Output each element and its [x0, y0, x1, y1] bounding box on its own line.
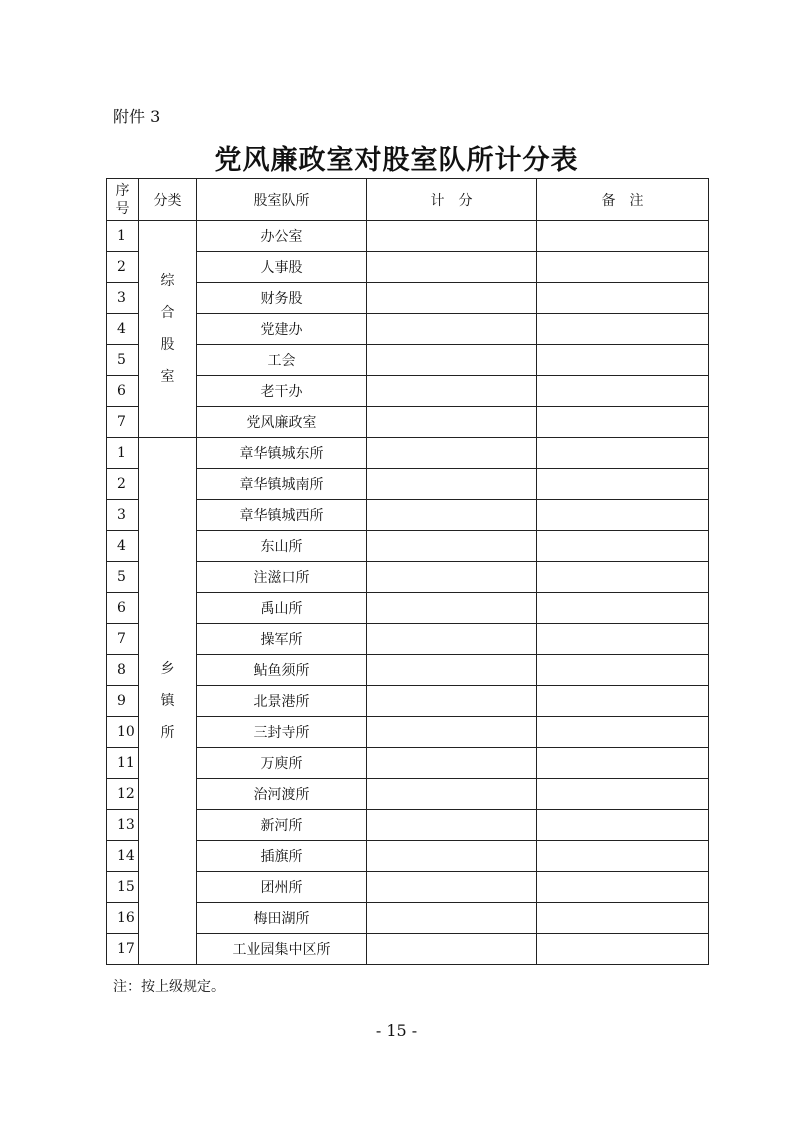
remark-cell[interactable]: [537, 655, 709, 686]
unit-cell: 新河所: [197, 810, 367, 841]
unit-cell: 党风廉政室: [197, 407, 367, 438]
remark-cell[interactable]: [537, 934, 709, 965]
category-char: 综: [160, 273, 175, 289]
score-cell[interactable]: [367, 748, 537, 779]
remark-cell[interactable]: [537, 810, 709, 841]
page-number: - 15 -: [375, 1021, 418, 1040]
remark-cell[interactable]: [537, 686, 709, 717]
footnote: 注：按上级规定。: [113, 979, 225, 995]
remark-cell[interactable]: [537, 283, 709, 314]
header-unit: 股室队所: [197, 179, 367, 221]
score-cell[interactable]: [367, 934, 537, 965]
score-cell[interactable]: [367, 655, 537, 686]
remark-cell[interactable]: [537, 562, 709, 593]
unit-cell: 老干办: [197, 376, 367, 407]
table-row: [107, 438, 709, 469]
remark-cell[interactable]: [537, 903, 709, 934]
score-cell[interactable]: [367, 779, 537, 810]
table-row: [107, 655, 709, 686]
category-char: 室: [160, 369, 175, 385]
unit-cell: 万庾所: [197, 748, 367, 779]
remark-cell[interactable]: [537, 624, 709, 655]
unit-cell: 治河渡所: [197, 779, 367, 810]
score-cell[interactable]: [367, 686, 537, 717]
remark-cell[interactable]: [537, 779, 709, 810]
seq-cell: 1: [107, 221, 139, 252]
score-cell[interactable]: [367, 221, 537, 252]
seq-cell: 10: [107, 717, 139, 748]
seq-cell: 16: [107, 903, 139, 934]
score-cell[interactable]: [367, 345, 537, 376]
seq-cell: 7: [107, 624, 139, 655]
remark-cell[interactable]: [537, 345, 709, 376]
header-category: 分类: [139, 179, 197, 221]
unit-cell: 人事股: [197, 252, 367, 283]
score-cell[interactable]: [367, 469, 537, 500]
table-row: [107, 779, 709, 810]
unit-cell: 注滋口所: [197, 562, 367, 593]
unit-cell: 插旗所: [197, 841, 367, 872]
table-row: [107, 376, 709, 407]
page-title: 党风廉政室对股室队所计分表: [214, 145, 579, 176]
table-row: [107, 810, 709, 841]
remark-cell[interactable]: [537, 314, 709, 345]
table-row: [107, 593, 709, 624]
score-cell[interactable]: [367, 376, 537, 407]
unit-cell: 梅田湖所: [197, 903, 367, 934]
seq-cell: 4: [107, 314, 139, 345]
header-seq-line2: 号: [115, 200, 130, 217]
remark-cell[interactable]: [537, 872, 709, 903]
score-cell[interactable]: [367, 531, 537, 562]
seq-cell: 17: [107, 934, 139, 965]
score-cell[interactable]: [367, 407, 537, 438]
unit-cell: 办公室: [197, 221, 367, 252]
seq-cell: 14: [107, 841, 139, 872]
category-char: 乡: [160, 661, 175, 677]
score-cell[interactable]: [367, 624, 537, 655]
unit-cell: 北景港所: [197, 686, 367, 717]
score-cell[interactable]: [367, 903, 537, 934]
unit-cell: 章华镇城东所: [197, 438, 367, 469]
score-cell[interactable]: [367, 252, 537, 283]
score-cell[interactable]: [367, 810, 537, 841]
remark-cell[interactable]: [537, 593, 709, 624]
unit-cell: 鲇鱼须所: [197, 655, 367, 686]
category-char: 股: [160, 337, 175, 353]
seq-cell: 2: [107, 469, 139, 500]
unit-cell: 三封寺所: [197, 717, 367, 748]
score-cell[interactable]: [367, 283, 537, 314]
seq-cell: 1: [107, 438, 139, 469]
seq-cell: 3: [107, 283, 139, 314]
category-cell: [139, 221, 197, 438]
category-char: 合: [160, 305, 175, 321]
unit-cell: 章华镇城南所: [197, 469, 367, 500]
seq-cell: 13: [107, 810, 139, 841]
unit-cell: 东山所: [197, 531, 367, 562]
remark-cell[interactable]: [537, 531, 709, 562]
table-row: [107, 562, 709, 593]
header-remark: 备 注: [537, 179, 709, 221]
seq-cell: 5: [107, 562, 139, 593]
score-cell[interactable]: [367, 500, 537, 531]
remark-cell[interactable]: [537, 841, 709, 872]
unit-cell: 工会: [197, 345, 367, 376]
score-cell[interactable]: [367, 872, 537, 903]
score-cell[interactable]: [367, 438, 537, 469]
remark-cell[interactable]: [537, 717, 709, 748]
seq-cell: 12: [107, 779, 139, 810]
table-row: [107, 903, 709, 934]
category-cell: [139, 438, 197, 965]
table-row: [107, 345, 709, 376]
unit-cell: 章华镇城西所: [197, 500, 367, 531]
seq-cell: 2: [107, 252, 139, 283]
score-cell[interactable]: [367, 562, 537, 593]
unit-cell: 工业园集中区所: [197, 934, 367, 965]
unit-cell: 禹山所: [197, 593, 367, 624]
remark-cell[interactable]: [537, 500, 709, 531]
seq-cell: 4: [107, 531, 139, 562]
table-row: [107, 531, 709, 562]
remark-cell[interactable]: [537, 748, 709, 779]
remark-cell[interactable]: [537, 469, 709, 500]
score-cell[interactable]: [367, 314, 537, 345]
remark-cell[interactable]: [537, 407, 709, 438]
seq-cell: 3: [107, 500, 139, 531]
category-char: 镇: [160, 693, 175, 709]
score-table: [106, 178, 709, 965]
score-cell[interactable]: [367, 717, 537, 748]
remark-cell[interactable]: [537, 221, 709, 252]
seq-cell: 15: [107, 872, 139, 903]
table-row: [107, 872, 709, 903]
table-row: [107, 686, 709, 717]
attachment-label: 附件 3: [113, 107, 161, 126]
seq-cell: 8: [107, 655, 139, 686]
table-row: [107, 407, 709, 438]
header-score: 计 分: [367, 179, 537, 221]
table-row: [107, 748, 709, 779]
seq-cell: 5: [107, 345, 139, 376]
remark-cell[interactable]: [537, 376, 709, 407]
table-row: [107, 624, 709, 655]
seq-cell: 7: [107, 407, 139, 438]
table-body: [107, 221, 709, 965]
score-cell[interactable]: [367, 841, 537, 872]
remark-cell[interactable]: [537, 438, 709, 469]
seq-cell: 6: [107, 376, 139, 407]
header-seq-line1: 序: [115, 182, 130, 199]
score-cell[interactable]: [367, 593, 537, 624]
table-row: [107, 469, 709, 500]
table-row: [107, 934, 709, 965]
table-row: [107, 717, 709, 748]
unit-cell: 团州所: [197, 872, 367, 903]
seq-cell: 6: [107, 593, 139, 624]
table-row: [107, 841, 709, 872]
remark-cell[interactable]: [537, 252, 709, 283]
unit-cell: 党建办: [197, 314, 367, 345]
seq-cell: 9: [107, 686, 139, 717]
category-char: 所: [160, 725, 175, 741]
unit-cell: 操军所: [197, 624, 367, 655]
table-header-row: [107, 179, 709, 221]
header-seq: [107, 179, 139, 221]
table-row: [107, 283, 709, 314]
table-row: [107, 500, 709, 531]
table-row: [107, 314, 709, 345]
table-row: [107, 252, 709, 283]
unit-cell: 财务股: [197, 283, 367, 314]
table-row: [107, 221, 709, 252]
seq-cell: 11: [107, 748, 139, 779]
